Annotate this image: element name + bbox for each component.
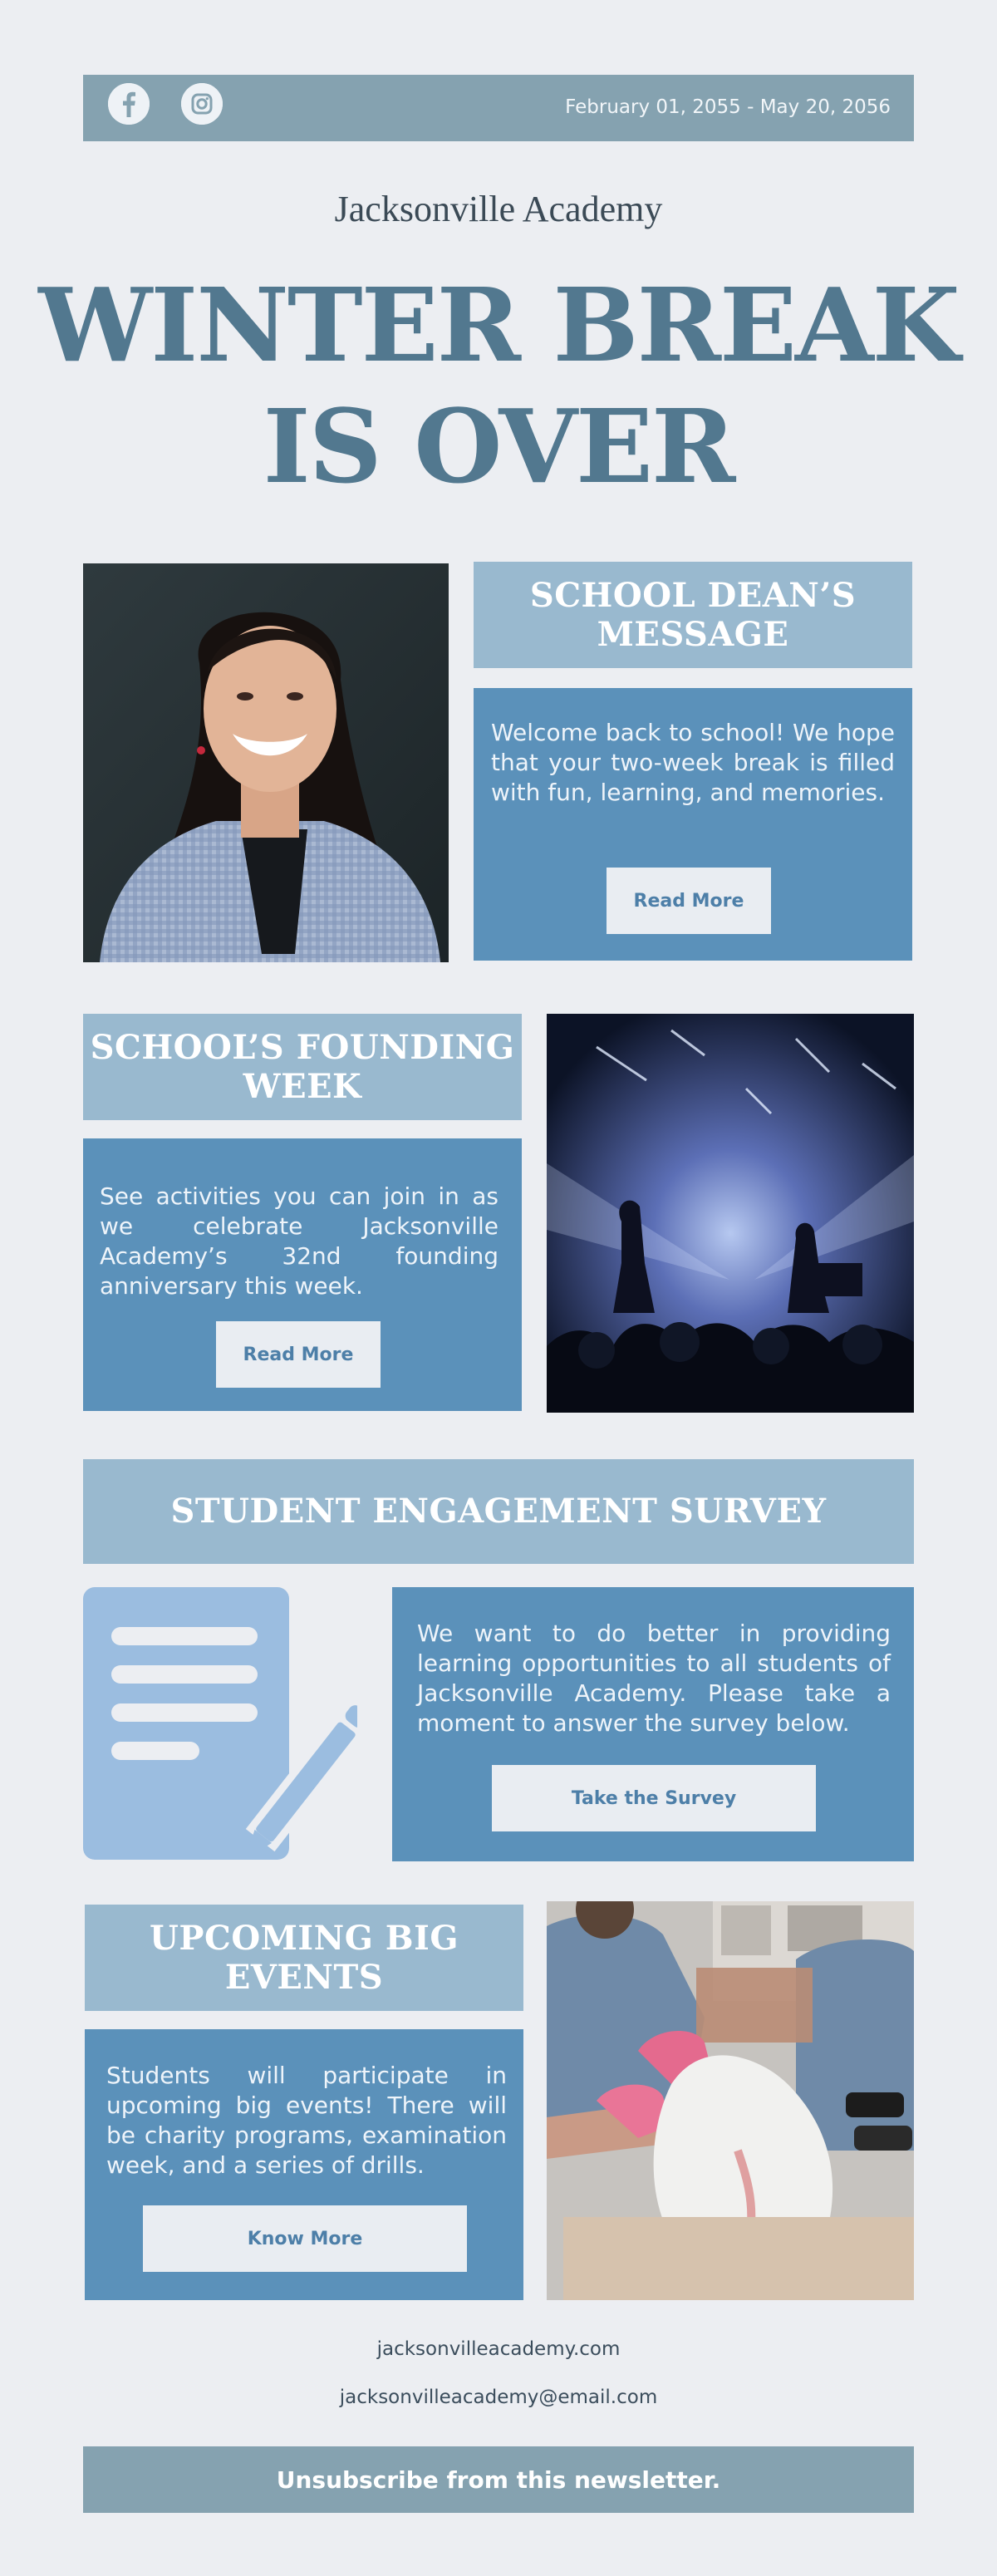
survey-title-box: [83, 1459, 914, 1564]
headline-line-2: IS OVER: [263, 386, 734, 506]
email-link[interactable]: jacksonvilleacademy@email.com: [339, 2387, 658, 2408]
founding-week-body-box: [83, 1138, 522, 1411]
events-text: Students will participate in upcoming big events! There will be charity programs, examination week, and a series of drills.: [106, 2062, 507, 2179]
instagram-icon: [181, 83, 223, 125]
take-survey-button[interactable]: Take the Survey: [492, 1765, 816, 1831]
headline-line-1: WINTER BREAK: [38, 265, 959, 385]
header-bar: [83, 75, 914, 141]
charity-volunteers-photo: [547, 1901, 914, 2300]
survey-text: We want to do better in providing learning opportunities to all students of Jacksonville Academy. Please take a moment to answer the survey below.: [417, 1620, 891, 1737]
concert-photo: [547, 1014, 914, 1413]
date-range: February 01, 2055 - May 20, 2056: [565, 96, 891, 118]
unsubscribe-link[interactable]: Unsubscribe from this newsletter.: [83, 2446, 914, 2513]
founding-week-title-box: [83, 1014, 522, 1120]
dean-message-title: SCHOOL DEAN’S MESSAGE: [529, 575, 857, 654]
founding-read-more-button[interactable]: Read More: [216, 1321, 381, 1388]
dean-message-text: Welcome back to school! We hope that your two-week break is filled with fun, learning, and memories.: [491, 719, 895, 806]
events-title-box: [85, 1905, 523, 2011]
events-title: UPCOMING BIG EVENTS: [150, 1918, 459, 1997]
survey-form-icon: [83, 1587, 357, 1860]
instagram-link[interactable]: [181, 83, 223, 125]
survey-body-box: [392, 1587, 914, 1861]
school-name: Jacksonville Academy: [334, 189, 663, 229]
dean-read-more-button[interactable]: Read More: [607, 868, 771, 934]
dean-message-body-box: [474, 688, 912, 961]
founding-week-text: See activities you can join in as we celebrate Jacksonville Academy’s 32nd founding anniversary this week.: [100, 1182, 498, 1300]
know-more-button[interactable]: Know More: [143, 2205, 467, 2272]
events-body-box: [85, 2029, 523, 2300]
survey-title: STUDENT ENGAGEMENT SURVEY: [170, 1492, 827, 1531]
facebook-icon: [108, 83, 150, 125]
dean-message-title-box: [474, 562, 912, 668]
dean-portrait-photo: [83, 563, 449, 962]
founding-week-title: SCHOOL’S FOUNDING WEEK: [90, 1027, 515, 1106]
facebook-link[interactable]: [108, 83, 150, 125]
website-link[interactable]: jacksonvilleacademy.com: [376, 2338, 621, 2360]
